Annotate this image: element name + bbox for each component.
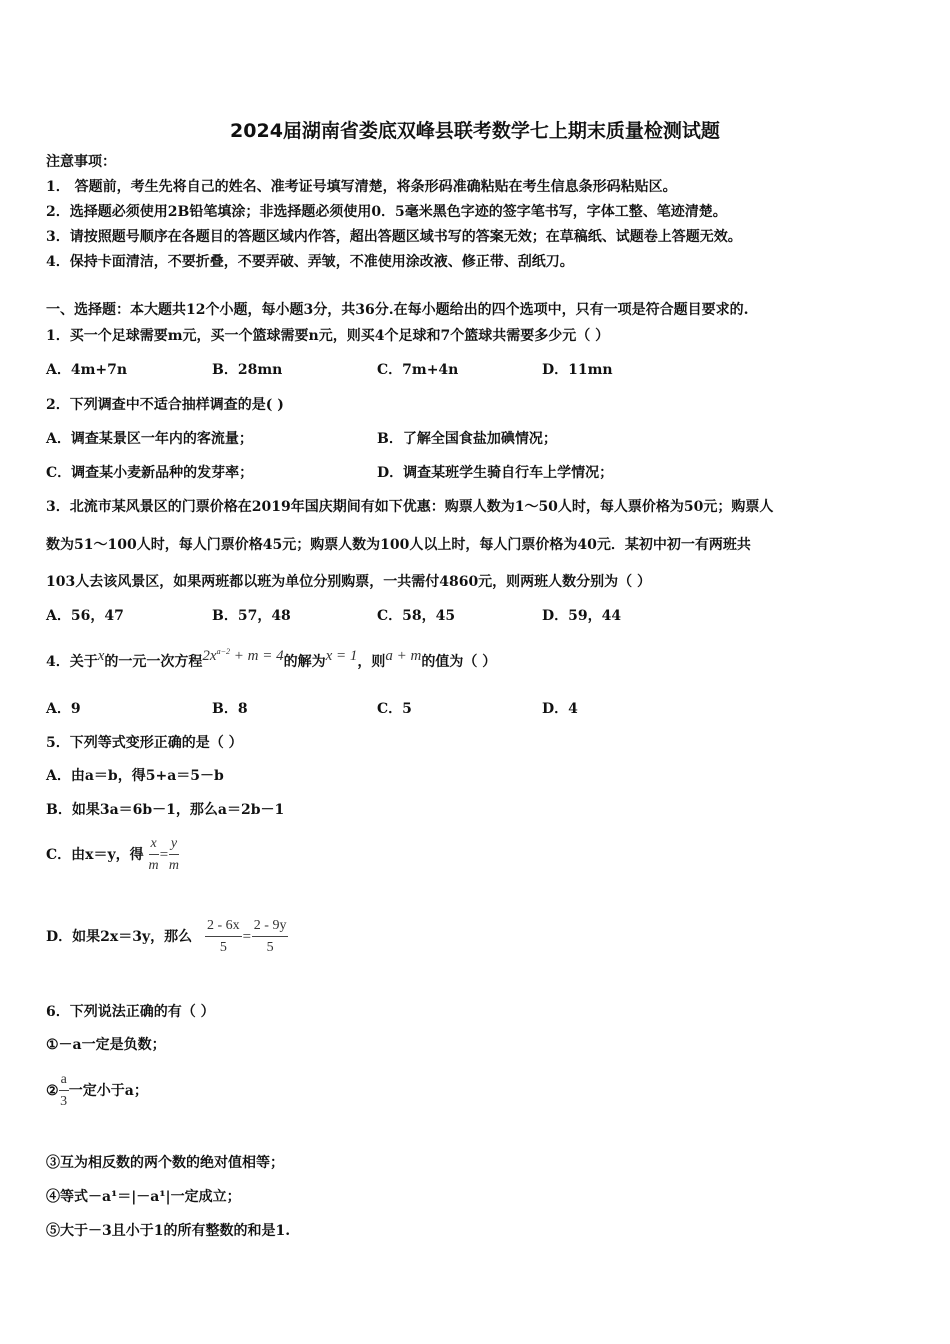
question-3-line: 103人去该风景区，如果两班都以班为单位分别购票，一共需付4860元，则两班人数分别为（ ） (46, 574, 652, 590)
q4-option-c: C．5 (377, 701, 412, 717)
q4-equation-base: 2x (202, 648, 217, 664)
fraction-numerator: 2 - 6x (205, 918, 242, 937)
q6-fraction (59, 1072, 69, 1110)
q4-text: 的值为（ ） (421, 654, 497, 670)
q1-option-b: B．28mn (212, 362, 283, 378)
q2-option-c: C．调查某小麦新品种的发芽率； (46, 465, 254, 481)
question-6-stem: 6．下列说法正确的有（ ） (46, 1004, 215, 1020)
q4-text: 的解为 (283, 654, 326, 670)
q4-text: 4．关于 (46, 654, 98, 670)
q4-expression: a + m (385, 648, 422, 664)
fraction-numerator: 2 - 9y (252, 918, 289, 937)
question-3-line: 数为51～100人时，每人门票价格45元；购票人数为100人以上时，每人门票价格为40元．某初中初一有两班共 (46, 537, 751, 553)
q1-option-d: D．11mn (542, 362, 613, 378)
q1-option-a: A．4m+7n (46, 362, 128, 378)
notice-item: 4．保持卡面清洁，不要折叠，不要弄破、弄皱，不准使用涂改液、修正带、刮纸刀。 (46, 254, 574, 270)
equals-sign: = (241, 929, 252, 945)
fraction-denominator: 3 (60, 1094, 68, 1109)
question-5-stem: 5．下列等式变形正确的是（ ） (46, 735, 243, 751)
q5-c-fraction-left (149, 836, 159, 874)
q5-d-fraction-right (252, 918, 289, 956)
fraction-denominator: m (168, 858, 180, 873)
q3-option-c: C．58，45 (377, 608, 456, 624)
q4-equation-exponent: a−2 (216, 647, 230, 656)
notice-item: 3．请按照题号顺序在各题目的答题区域内作答，超出答题区域书写的答案无效；在草稿纸、试题卷上答题无效。 (46, 229, 742, 245)
question-2-stem: 2．下列调查中不适合抽样调查的是( ) (46, 397, 284, 413)
equals-sign: = (158, 847, 169, 863)
q4-text: ，则 (357, 654, 386, 670)
fraction-numerator: x (149, 836, 159, 855)
q4-option-d: D．4 (542, 701, 578, 717)
q1-option-c: C．7m+4n (377, 362, 459, 378)
question-3-line: 3．北流市某风景区的门票价格在2019年国庆期间有如下优惠：购票人数为1～50人时，每人票价格为50元；购票人 (46, 499, 774, 515)
q5-option-b: B．如果3a＝6b－1，那么a＝2b－1 (46, 802, 285, 818)
q5-d-fraction-left (205, 918, 242, 956)
q5-option-c (46, 836, 179, 874)
notice-item: 1． 答题前，考生先将自己的姓名、准考证号填写清楚，将条形码准确粘贴在考生信息条形码粘贴区。 (46, 179, 677, 195)
notice-item: 2．选择题必须使用2B铅笔填涂；非选择题必须使用0．5毫米黑色字迹的签字笔书写，字体工整、笔迹清楚。 (46, 204, 727, 220)
q6-statement-1: ①－a一定是负数； (46, 1037, 166, 1053)
q3-option-a: A．56，47 (46, 608, 124, 624)
q5-c-fraction-right (169, 836, 179, 874)
fraction-denominator: m (148, 858, 159, 873)
fraction-denominator: 5 (219, 940, 227, 955)
q6-statement-2-text: 一定小于a； (68, 1083, 148, 1099)
q6-statement-4: ④等式－a¹＝|－a¹|一定成立； (46, 1189, 241, 1205)
q4-option-a: A．9 (46, 701, 81, 717)
q5-option-d (46, 918, 288, 956)
fraction-numerator: y (169, 836, 179, 855)
section-heading: 一、选择题：本大题共12个小题，每小题3分，共36分.在每小题给出的四个选项中，只有一项是符合题目要求的. (46, 302, 749, 318)
q5-option-a: A．由a＝b，得5+a＝5－b (46, 768, 224, 784)
question-4-stem (46, 647, 497, 670)
q4-option-b: B．8 (212, 701, 248, 717)
notice-heading: 注意事项： (46, 154, 116, 170)
q5-option-c-text: C．由x＝y，得 (46, 847, 144, 863)
q6-statement-2 (46, 1072, 148, 1110)
q4-equation (202, 648, 283, 664)
q3-option-b: B．57，48 (212, 608, 291, 624)
fraction-denominator: 5 (266, 940, 274, 955)
q4-equation-rest: + m = 4 (230, 648, 284, 664)
q4-solution: x = 1 (325, 648, 358, 664)
q2-option-d: D．调查某班学生骑自行车上学情况； (377, 465, 614, 481)
q6-statement-5: ⑤大于－3且小于1的所有整数的和是1. (46, 1223, 291, 1239)
q2-option-a: A．调查某景区一年内的客流量； (46, 431, 253, 447)
question-1-stem: 1．买一个足球需要m元，买一个篮球需要n元，则买4个足球和7个篮球共需要多少元（ ） (46, 328, 610, 344)
page-title: 2024届湖南省娄底双峰县联考数学七上期末质量检测试题 (230, 120, 720, 142)
q6-statement-3: ③互为相反数的两个数的绝对值相等； (46, 1155, 284, 1171)
q3-option-d: D．59，44 (542, 608, 622, 624)
q2-option-b: B．了解全国食盐加碘情况； (377, 431, 557, 447)
q5-option-d-text: D．如果2x＝3y，那么 (46, 929, 193, 945)
q4-text: 的一元一次方程 (104, 654, 203, 670)
fraction-numerator: a (59, 1072, 69, 1091)
q6-statement-2-marker: ② (46, 1083, 59, 1099)
q4-variable: x (97, 648, 105, 664)
